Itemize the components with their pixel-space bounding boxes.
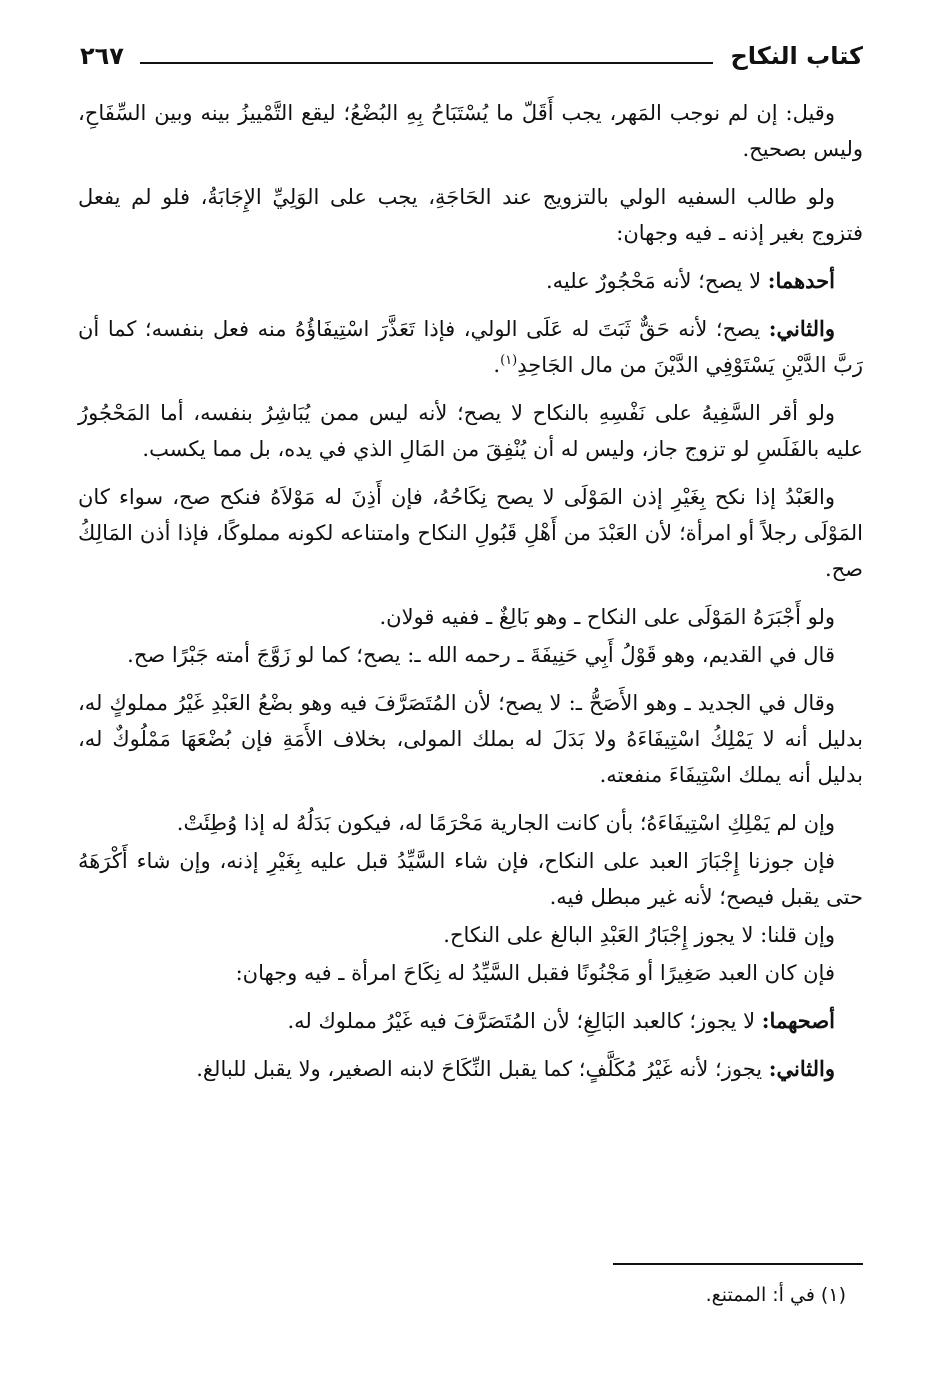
paragraph: أصحهما: لا يجوز؛ كالعبد البَالِغِ؛ لأن المُتَصَرَّفَ فيه غَيْرُ مملوك له. [287,1008,835,1033]
paragraph: ولو أَجْبَرَهُ المَوْلَى على النكاح ـ وهو بَالِغٌ ـ ففيه قولان. [379,605,835,629]
paragraph: وإن لم يَمْلِكِ اسْتِيفَاءَهُ؛ بأن كانت الجارية مَحْرَمًا له، فيكون بَدَلُهُ له إذا وُطِئَتْ. [176,811,835,835]
paragraph: وقيل: إن لم نوجب المَهر، يجب أَقَلّ ما يُسْتَبَاحُ بِهِ البُضْعُ؛ ليقع التَّمْييزُ بينه وبين السِّفَاحِ، وليس بصحيح. [78,101,863,161]
paragraph: ولو أقر السَّفِيهُ على نَفْسِهِ بالنكاح لا يصح؛ لأنه ليس ممن يُبَاشِرُ بنفسه، أما المَحْجُورُ عليه بالفَلَسِ لو تزوج جاز، وليس له أن يُنْفِقَ من المَالِ الذي في يده، بل مما يكسب. [78,401,863,461]
page-header [80,40,863,80]
paragraph-lead: والثاني: [768,316,835,341]
main-text [78,95,863,1099]
paragraph: أحدهما: لا يصح؛ لأنه مَحْجُورٌ عليه. [545,268,835,293]
paragraph: قال في القديم، وهو قَوْلُ أَبِي حَنِيفَةَ ـ رحمه الله ـ: يصح؛ كما لو زَوَّجَ أمته جَبْرًا صح. [127,643,835,667]
paragraph: فإن كان العبد صَغِيرًا أو مَجْنُونًا فقبل السَّيِّدُ له نِكَاحَ امرأة ـ فيه وجهان: [235,961,835,985]
paragraph-lead: والثاني: [768,1056,835,1081]
paragraph: فإن جوزنا إِجْبَارَ العبد على النكاح، فإن شاء السَّيِّدُ قبل عليه بِغَيْرِ إذنه، وإن شاء أَكْرَهَهُ حتى يقبل فيصح؛ لأنه غير مبطل فيه. [78,849,863,909]
paragraph: والثاني: يجوز؛ لأنه غَيْرُ مُكَلَّفٍ؛ كما يقبل النِّكَاحَ لابنه الصغير، ولا يقبل للبالغ. [196,1056,835,1081]
paragraph-lead: أحدهما: [767,268,835,293]
paragraph: والعَبْدُ إذا نكح بِغَيْرِ إذن المَوْلَى لا يصح نِكَاحُهُ، فإن أَذِنَ له مَوْلاَهُ فنكح صح، سواء كان المَوْلَى رجلاً أو امرأة؛ لأن العَبْدَ من أَهْلِ قَبُولِ النكاح وامتناعه لكونه مملوكًا، فإذا أذن المَالِكُ صح. [78,485,863,581]
paragraph: ولو طالب السفيه الولي بالتزويج عند الحَاجَةِ، يجب على الوَلِيِّ الإِجَابَةُ، فلو لم يفعل فتزوج بغير إذنه ـ فيه وجهان: [78,185,863,245]
paragraph-lead: أصحهما: [761,1008,835,1033]
paragraph: وإن قلنا: لا يجوز إِجْبَارُ العَبْدِ البالغ على النكاح. [443,923,835,947]
footnote: (١) في أ: الممتنع. [705,1284,846,1306]
header-rule [140,62,713,64]
running-title: كتاب النكاح [730,42,863,70]
page-number: ٢٦٧ [80,42,124,70]
paragraph: وقال في الجديد ـ وهو الأَصَحُّ ـ: لا يصح؛ لأن المُتَصَرَّفَ فيه وهو بضْعُ العَبْدِ غَيْرُ مملوكٍ له، بدليل أنه لا يَمْلِكُ اسْتِيفَاءَهُ ولا بَدَلَ له بملك المولى، بخلاف الأَمَةِ فإن بُضْعَهَا مَمْلُوكٌ له، بدليل أنه يملك اسْتِيفَاءَ منفعته. [78,691,863,787]
footnote-reference[interactable]: (١) [500,353,518,368]
footnote-rule [613,1263,863,1265]
paragraph: والثاني: يصح؛ لأنه حَقٌّ ثَبَتَ له عَلَى الولي، فإذا تَعَذَّرَ اسْتِيفَاؤُهُ منه فعل بنفسه؛ كما أن رَبَّ الدَّيْنِ يَسْتَوْفِي الدَّيْنَ من مال الجَاحِدِ$^{(١)}$. [78,316,863,377]
